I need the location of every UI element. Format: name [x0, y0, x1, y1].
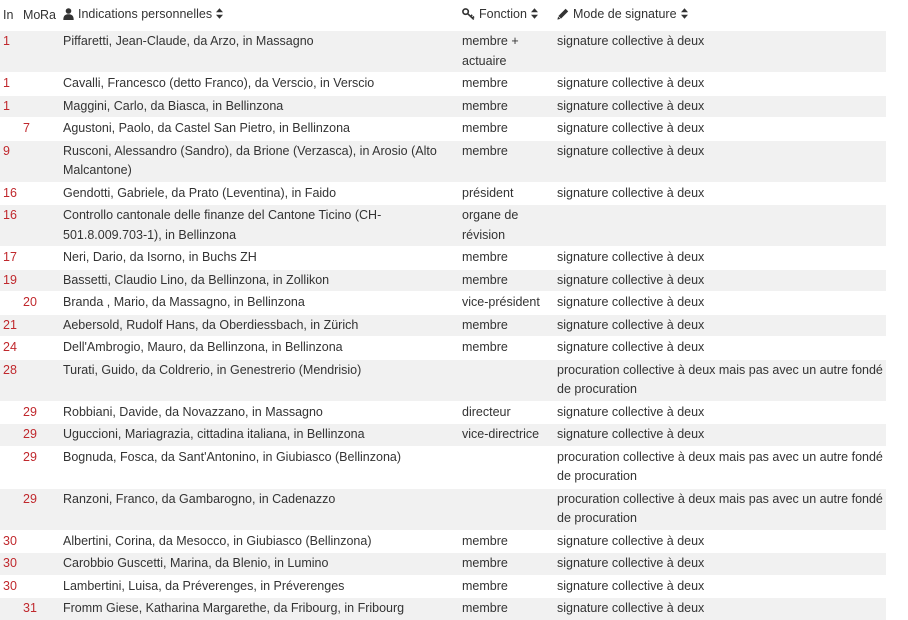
- mo-code-link[interactable]: 29: [23, 427, 37, 441]
- signature-mode: signature collective à deux: [557, 98, 705, 113]
- in-code: [0, 31, 20, 73]
- ra-code: [40, 247, 60, 270]
- sort-icon[interactable]: [681, 8, 688, 22]
- ra-code: [40, 73, 60, 96]
- in-code: [0, 182, 20, 205]
- person-indications: Controllo cantonale delle finanze del Cantone Ticino (CH-501.8.009.703-1), in Bellinzona: [63, 208, 382, 242]
- mo-code: [20, 292, 40, 315]
- table-row: [0, 553, 886, 576]
- mo-code: [20, 140, 40, 182]
- in-code: [0, 247, 20, 270]
- mo-code: [20, 401, 40, 424]
- signature-mode: [554, 205, 886, 247]
- mo-code: [20, 118, 40, 141]
- person-function: membre: [462, 533, 508, 548]
- ra-code: [40, 31, 60, 73]
- person-function: membre: [462, 556, 508, 570]
- in-code-link[interactable]: 28: [3, 362, 17, 377]
- person-function: [459, 446, 554, 488]
- mo-code: [20, 73, 40, 96]
- ra-code: [40, 488, 60, 530]
- person-function: membre: [462, 272, 508, 287]
- in-code-link[interactable]: 30: [3, 556, 17, 570]
- signature-mode: signature collective à deux: [557, 317, 705, 332]
- person-function: membre: [462, 601, 508, 615]
- signature-mode: signature collective à deux: [557, 427, 705, 441]
- signature-mode: procuration collective à deux mais pas avec un autre fondé de procuration: [557, 491, 883, 525]
- person-indications: Agustoni, Paolo, da Castel San Pietro, in Bellinzona: [63, 121, 350, 135]
- in-code-link[interactable]: 24: [3, 340, 17, 354]
- table-row: [0, 118, 886, 141]
- ra-code: [40, 401, 60, 424]
- mo-code: [20, 424, 40, 447]
- in-code-link[interactable]: 1: [3, 98, 10, 113]
- person-indications: Gendotti, Gabriele, da Prato (Leventina), in Faido: [63, 185, 337, 200]
- person-indications: Lambertini, Luisa, da Préverenges, in Préverenges: [63, 578, 345, 593]
- header-signature[interactable]: [554, 0, 886, 31]
- in-code: [0, 575, 20, 598]
- table-header-row: [0, 0, 886, 31]
- table-row: [0, 488, 886, 530]
- signature-mode: signature collective à deux: [557, 185, 705, 200]
- person-indications: Albertini, Corina, da Mesocco, in Giubiasco (Bellinzona): [63, 533, 372, 548]
- signature-mode: procuration collective à deux mais pas avec un autre fondé de procuration: [557, 449, 883, 483]
- table-row: [0, 337, 886, 360]
- ra-code: [40, 530, 60, 553]
- in-code-link[interactable]: 17: [3, 250, 17, 264]
- signature-mode: signature collective à deux: [557, 404, 705, 419]
- mo-code-link[interactable]: 29: [23, 491, 37, 506]
- person-function: membre: [462, 250, 508, 264]
- in-code: [0, 269, 20, 292]
- person-indications: Carobbio Guscetti, Marina, da Blenio, in Lumino: [63, 556, 329, 570]
- table-row: [0, 182, 886, 205]
- mo-code: [20, 269, 40, 292]
- signature-mode: signature collective à deux: [557, 601, 705, 615]
- signature-mode: signature collective à deux: [557, 533, 705, 548]
- person-function: vice-directrice: [462, 427, 540, 441]
- mo-code: [20, 205, 40, 247]
- table-row: [0, 401, 886, 424]
- mo-code-link[interactable]: 31: [23, 601, 37, 615]
- table-row: [0, 314, 886, 337]
- in-code: [0, 337, 20, 360]
- person-function: président: [462, 185, 514, 200]
- person-function: [459, 488, 554, 530]
- ra-code: [40, 446, 60, 488]
- in-code: [0, 488, 20, 530]
- person-function: membre: [462, 98, 508, 113]
- user-icon: [63, 8, 74, 23]
- person-function: directeur: [462, 404, 511, 419]
- mo-code-link[interactable]: 29: [23, 449, 37, 464]
- signature-mode: procuration collective à deux mais pas avec un autre fondé de procuration: [557, 362, 883, 396]
- table-row: [0, 269, 886, 292]
- person-indications: Fromm Giese, Katharina Margarethe, da Fribourg, in Fribourg: [63, 601, 405, 615]
- in-code-link[interactable]: 19: [3, 272, 17, 287]
- person-function: membre: [462, 121, 508, 135]
- ra-code: [40, 575, 60, 598]
- header-name-label: Indications personnelles: [78, 7, 213, 21]
- ra-code: [40, 337, 60, 360]
- person-indications: Maggini, Carlo, da Biasca, in Bellinzona: [63, 98, 284, 113]
- ra-code: [40, 553, 60, 576]
- mo-code: [20, 446, 40, 488]
- in-code: [0, 424, 20, 447]
- ra-code: [40, 95, 60, 118]
- mo-code: [20, 182, 40, 205]
- person-function: membre: [462, 143, 508, 158]
- header-ra: Ra: [40, 8, 56, 22]
- ra-code: [40, 292, 60, 315]
- sort-icon[interactable]: [531, 8, 538, 22]
- header-mo: Mo: [23, 8, 41, 22]
- key-icon: [462, 8, 475, 23]
- table-row: [0, 530, 886, 553]
- signature-mode: signature collective à deux: [557, 143, 705, 158]
- ra-code: [40, 598, 60, 620]
- person-function: organe de révision: [462, 208, 519, 242]
- in-code: [0, 205, 20, 247]
- person-indications: Bognuda, Fosca, da Sant'Antonino, in Giubiasco (Bellinzona): [63, 449, 402, 464]
- in-code-link[interactable]: 16: [3, 185, 17, 200]
- mo-code: [20, 337, 40, 360]
- mo-code-link[interactable]: 7: [23, 121, 30, 135]
- in-code-link[interactable]: 16: [3, 208, 17, 222]
- ra-code: [40, 314, 60, 337]
- mo-code-link[interactable]: 20: [23, 295, 37, 309]
- person-function: membre: [462, 578, 508, 593]
- in-code: [0, 446, 20, 488]
- table-row: [0, 598, 886, 620]
- mo-code: [20, 488, 40, 530]
- person-function: membre: [462, 317, 508, 332]
- person-indications: Aebersold, Rudolf Hans, da Oberdiessbach, in Zürich: [63, 317, 359, 332]
- sort-icon[interactable]: [216, 8, 223, 22]
- person-function: membre: [462, 76, 508, 90]
- header-function[interactable]: [459, 0, 554, 31]
- pencil-icon: [557, 8, 569, 23]
- person-indications: Ranzoni, Franco, da Gambarogno, in Cadenazzo: [63, 491, 336, 506]
- ra-code: [40, 118, 60, 141]
- signature-mode: signature collective à deux: [557, 121, 705, 135]
- person-indications: Robbiani, Davide, da Novazzano, in Massagno: [63, 404, 323, 419]
- header-in: In: [3, 8, 14, 22]
- in-code: [0, 118, 20, 141]
- in-code-link[interactable]: 30: [3, 578, 17, 593]
- table-row: [0, 424, 886, 447]
- in-code-link[interactable]: 1: [3, 76, 10, 90]
- person-indications: Neri, Dario, da Isorno, in Buchs ZH: [63, 250, 257, 264]
- person-indications: Rusconi, Alessandro (Sandro), da Brione (Verzasca), in Arosio (Alto Malcantone): [63, 143, 437, 177]
- ra-code: [40, 205, 60, 247]
- in-code-link[interactable]: 30: [3, 533, 17, 548]
- person-indications: Dell'Ambrogio, Mauro, da Bellinzona, in Bellinzona: [63, 340, 343, 354]
- in-code: [0, 553, 20, 576]
- table-row: [0, 575, 886, 598]
- in-code: [0, 292, 20, 315]
- in-code-link[interactable]: 21: [3, 317, 17, 332]
- ra-code: [40, 359, 60, 401]
- in-code-link[interactable]: 9: [3, 143, 10, 158]
- person-indications: Branda , Mario, da Massagno, in Bellinzona: [63, 295, 305, 309]
- table-row: [0, 31, 886, 73]
- person-function: vice-président: [462, 295, 540, 309]
- mo-code: [20, 598, 40, 620]
- ra-code: [40, 182, 60, 205]
- mo-code: [20, 359, 40, 401]
- header-name[interactable]: [60, 0, 459, 31]
- in-code: [0, 530, 20, 553]
- mo-code: [20, 553, 40, 576]
- in-code: [0, 598, 20, 620]
- in-code: [0, 73, 20, 96]
- person-function: membre + actuaire: [462, 34, 519, 68]
- table-row: [0, 359, 886, 401]
- table-row: [0, 292, 886, 315]
- in-code: [0, 359, 20, 401]
- table-row: [0, 140, 886, 182]
- person-indications: Uguccioni, Mariagrazia, cittadina italiana, in Bellinzona: [63, 427, 365, 441]
- person-indications: Cavalli, Francesco (detto Franco), da Verscio, in Verscio: [63, 76, 375, 90]
- mo-code-link[interactable]: 29: [23, 404, 37, 419]
- in-code: [0, 140, 20, 182]
- signature-mode: signature collective à deux: [557, 340, 705, 354]
- header-function-label: Fonction: [479, 7, 527, 21]
- signature-mode: signature collective à deux: [557, 578, 705, 593]
- mo-code: [20, 31, 40, 73]
- table-row: [0, 95, 886, 118]
- header-signature-label: Mode de signature: [573, 7, 677, 21]
- mo-code: [20, 575, 40, 598]
- table-row: [0, 205, 886, 247]
- table-row: [0, 446, 886, 488]
- in-code-link[interactable]: 1: [3, 34, 10, 48]
- person-indications: Turati, Guido, da Coldrerio, in Genestrerio (Mendrisio): [63, 362, 362, 377]
- ra-code: [40, 140, 60, 182]
- ra-code: [40, 424, 60, 447]
- signature-mode: signature collective à deux: [557, 76, 705, 90]
- signature-mode: signature collective à deux: [557, 272, 705, 287]
- person-function: [459, 359, 554, 401]
- in-code: [0, 314, 20, 337]
- in-code: [0, 401, 20, 424]
- mo-code: [20, 95, 40, 118]
- mo-code: [20, 314, 40, 337]
- mo-code: [20, 530, 40, 553]
- person-indications: Bassetti, Claudio Lino, da Bellinzona, in Zollikon: [63, 272, 330, 287]
- mo-code: [20, 247, 40, 270]
- person-indications: Piffaretti, Jean-Claude, da Arzo, in Massagno: [63, 34, 314, 48]
- ra-code: [40, 269, 60, 292]
- table-row: [0, 247, 886, 270]
- table-row: [0, 73, 886, 96]
- in-code: [0, 95, 20, 118]
- person-function: membre: [462, 340, 508, 354]
- signature-mode: signature collective à deux: [557, 34, 705, 48]
- signature-mode: signature collective à deux: [557, 556, 705, 570]
- signature-mode: signature collective à deux: [557, 295, 705, 309]
- signature-mode: signature collective à deux: [557, 250, 705, 264]
